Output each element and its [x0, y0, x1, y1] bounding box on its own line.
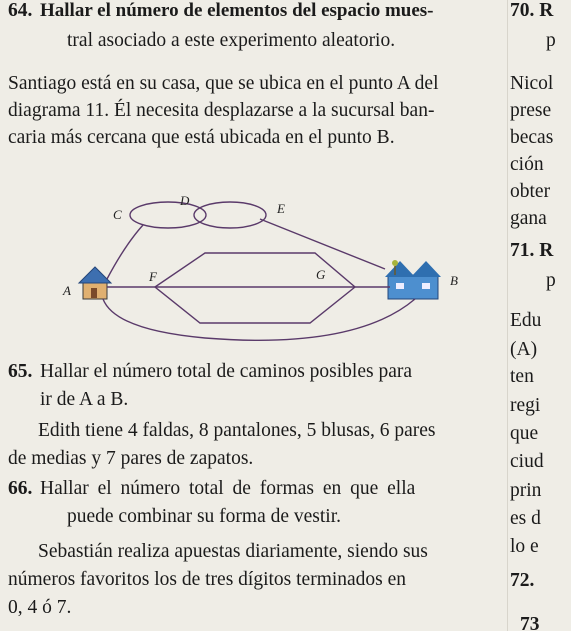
- santiago-line3: caria más cercana que está ubicada en el punto B.: [8, 127, 395, 148]
- label-a: A: [63, 283, 71, 298]
- label-f: F: [149, 269, 157, 284]
- problem-66-line2: puede combinar su forma de vestir.: [67, 506, 341, 527]
- label-c: C: [113, 207, 122, 222]
- label-g: G: [316, 267, 326, 282]
- edith-line1: Edith tiene 4 faldas, 8 pantalones, 5 blusas, 6 pares: [38, 420, 436, 441]
- path-e-b: [260, 219, 385, 269]
- route-diagram: [55, 195, 465, 355]
- right-line: es d: [510, 508, 541, 529]
- right-line: p: [546, 30, 556, 51]
- right-line: (A): [510, 339, 538, 360]
- right-line: obter: [510, 181, 551, 202]
- right-line: 72.: [510, 570, 535, 591]
- right-line: que: [510, 423, 539, 444]
- right-line: ciud: [510, 451, 544, 472]
- santiago-line1: Santiago está en su casa, que se ubica en el punto A del: [8, 73, 439, 94]
- right-column: [508, 0, 571, 631]
- label-d: D: [180, 195, 190, 208]
- right-line: becas: [510, 127, 554, 148]
- sebastian-line2: números favoritos los de tres dígitos terminados en: [8, 569, 407, 590]
- path-a-c: [107, 225, 143, 279]
- right-line: prese: [510, 100, 552, 121]
- label-e: E: [277, 201, 285, 216]
- right-line: Nicol: [510, 73, 554, 94]
- right-line: ten: [510, 366, 534, 387]
- edith-line2: de medias y 7 pares de zapatos.: [8, 448, 254, 469]
- right-line: 73: [520, 614, 540, 631]
- loop-d-e: [194, 202, 266, 228]
- hexagon-f-g: [155, 253, 355, 323]
- arc-a-b: [103, 299, 415, 340]
- right-line: 71. R: [510, 240, 554, 261]
- right-line: regi: [510, 395, 541, 416]
- problem-65-number: 65.: [8, 361, 33, 382]
- problem-66-line1: Hallar el número total de formas en que ella: [40, 478, 416, 499]
- right-line: p: [546, 270, 556, 291]
- problem-65-line2: ir de A a B.: [40, 389, 129, 410]
- right-line: ción: [510, 154, 544, 175]
- label-b: B: [450, 273, 458, 288]
- house-a-icon: [79, 267, 111, 299]
- right-line: Edu: [510, 310, 542, 331]
- sebastian-line1: Sebastián realiza apuestas diariamente, siendo sus: [38, 541, 428, 562]
- right-line: 70. R: [510, 0, 554, 21]
- problem-65-line1: Hallar el número total de caminos posibles para: [40, 361, 413, 382]
- right-line: prin: [510, 480, 542, 501]
- sebastian-line3: 0, 4 ó 7.: [8, 597, 72, 618]
- problem-64-number: 64.: [8, 0, 33, 21]
- problem-64-line1: Hallar el número de elementos del espacio mues-: [40, 0, 434, 21]
- bank-b-icon: [385, 260, 441, 299]
- santiago-line2: diagrama 11. Él necesita desplazarse a la sucursal ban-: [8, 100, 435, 121]
- right-line: gana: [510, 208, 547, 229]
- right-line: lo e: [510, 536, 539, 557]
- problem-64-line2: tral asociado a este experimento aleatorio.: [67, 30, 396, 51]
- problem-66-number: 66.: [8, 478, 33, 499]
